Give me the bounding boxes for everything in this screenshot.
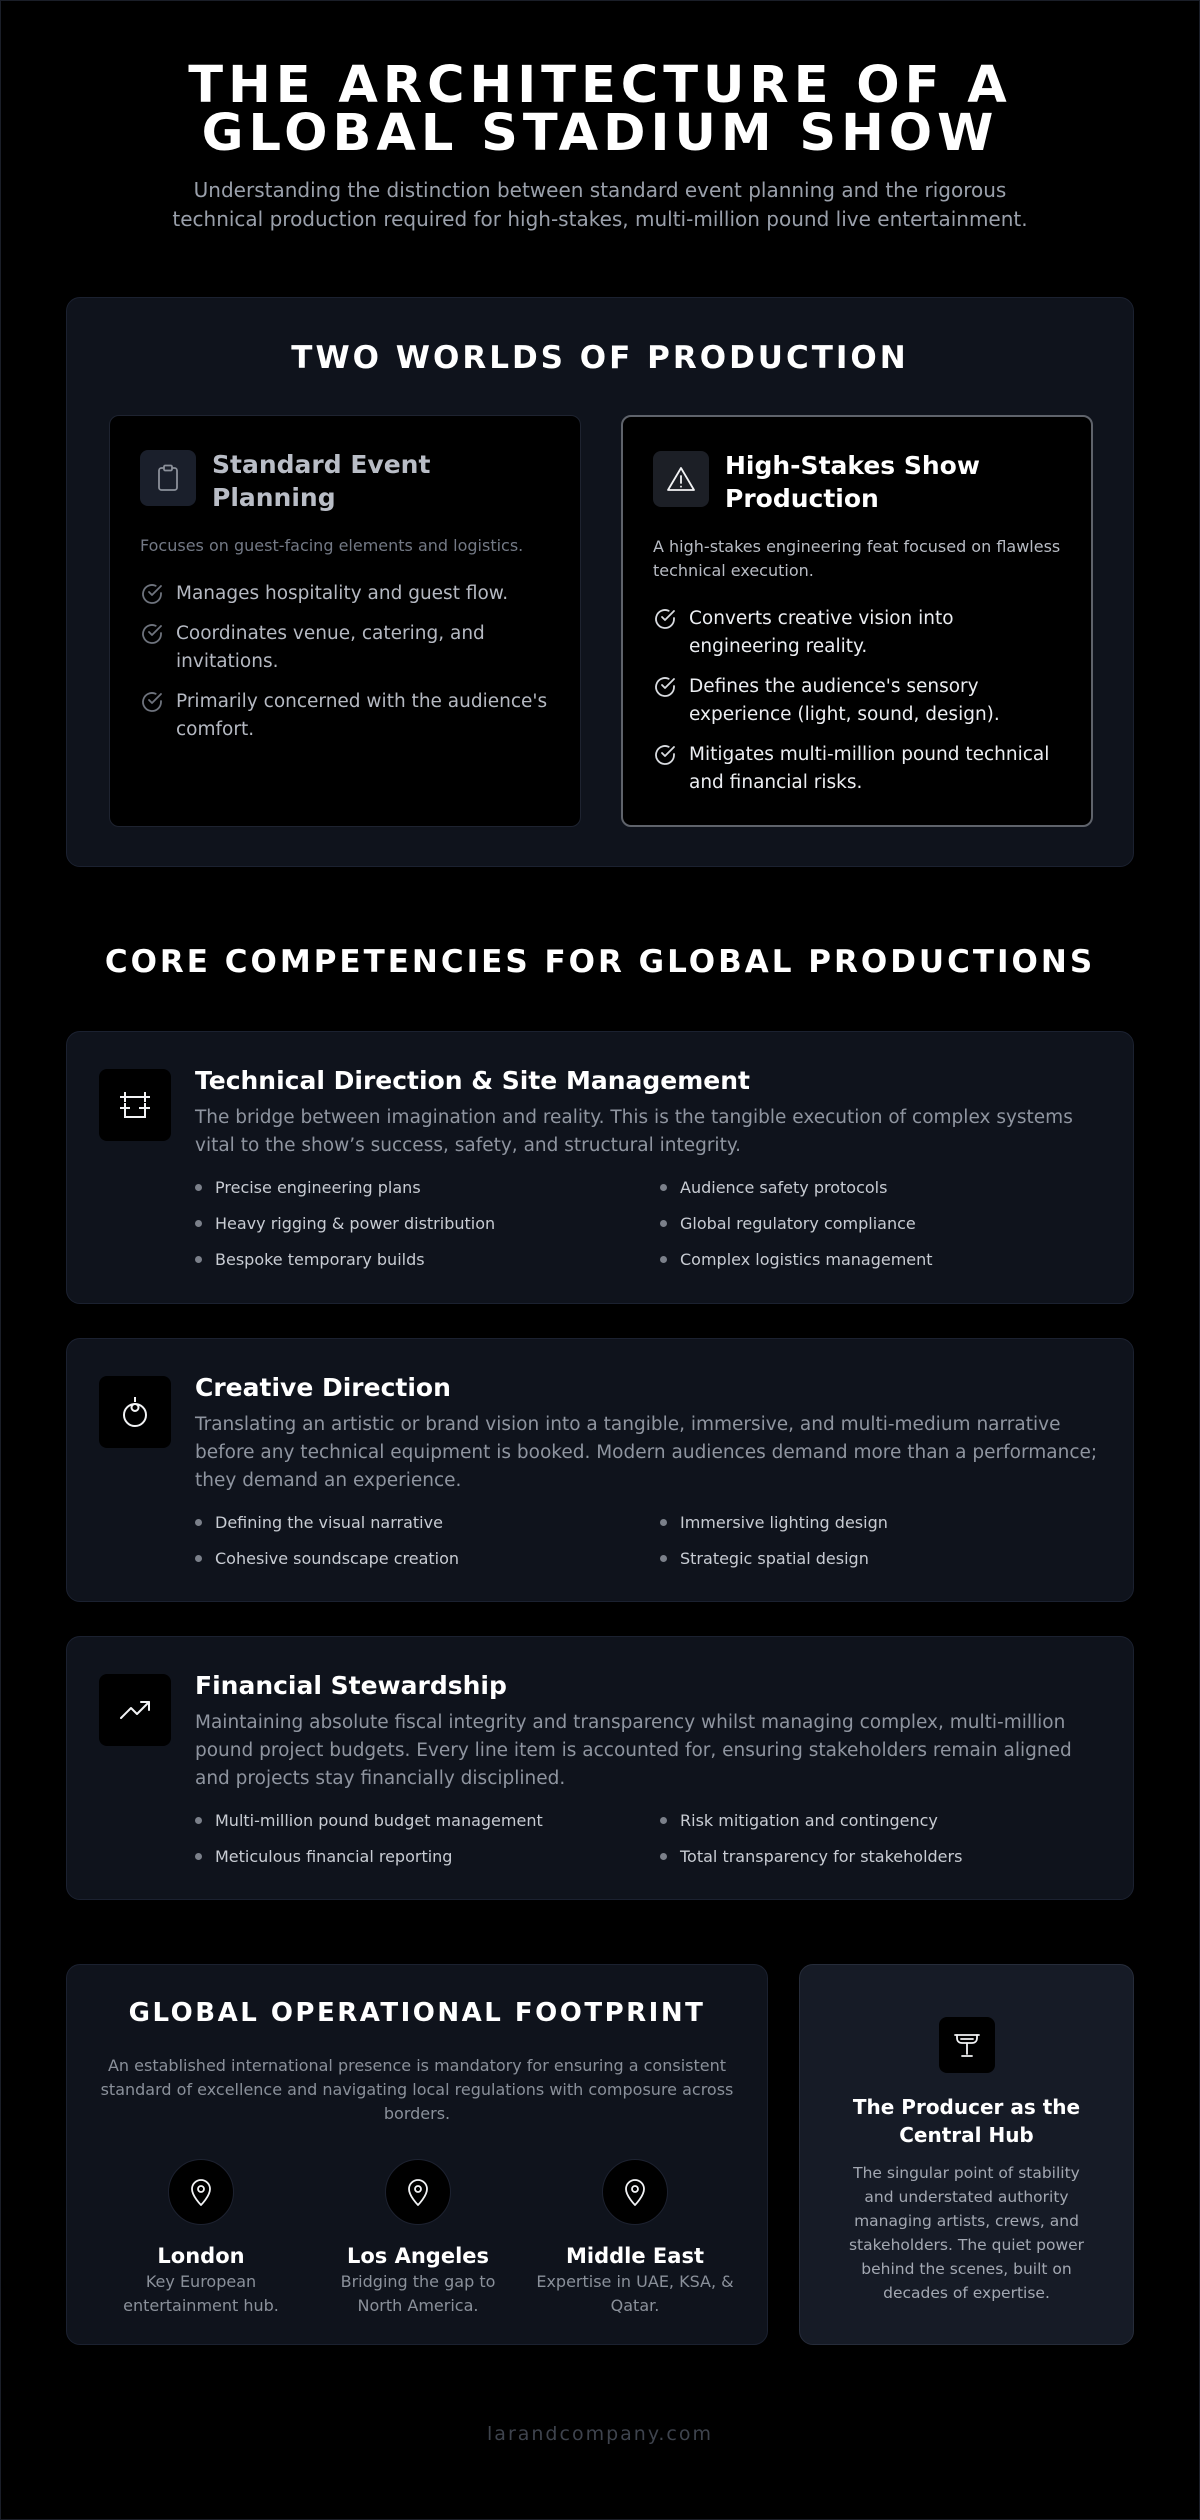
map-pin-icon	[168, 2159, 234, 2225]
bullet-item: Global regulatory compliance	[660, 1210, 1105, 1237]
location-middle-east	[527, 2159, 744, 2318]
producer-title: The Producer as the Central Hub	[852, 2095, 1081, 2147]
bullet-item: Defining the visual narrative	[195, 1509, 660, 1536]
check-circle-icon	[653, 605, 679, 633]
location-name: Middle East	[566, 2244, 704, 2268]
bullet-item: Strategic spatial design	[660, 1545, 1105, 1572]
standard-event-description: Focuses on guest-facing elements and logistics.	[140, 536, 524, 555]
bullet-item: Audience safety protocols	[660, 1174, 1105, 1201]
list-item	[653, 741, 1061, 797]
bullet-item: Meticulous financial reporting	[195, 1843, 660, 1870]
global-footprint-title: GLOBAL OPERATIONAL FOOTPRINT	[128, 1998, 706, 2028]
technical-direction-description: The bridge between imagination and reality. This is the tangible execution of complex systems vital to the show’s success, safety, and structural integrity.	[195, 1107, 1073, 1156]
map-pin-icon	[385, 2159, 451, 2225]
global-footprint-description: An established international presence is mandatory for ensuring a consistent standard of excellence and navigating local regulations with composure across borders.	[100, 2056, 734, 2123]
list-item-text: Mitigates multi-million pound technical and financial risks.	[689, 744, 1050, 793]
bullet-item: Bespoke temporary builds	[195, 1246, 660, 1273]
bullet-item: Risk mitigation and contingency	[660, 1807, 1105, 1834]
location-description: Expertise in UAE, KSA, & Qatar.	[536, 2272, 734, 2315]
technical-direction-bullets	[195, 1174, 1105, 1273]
global-footprint-panel	[66, 1964, 768, 2345]
list-item	[140, 688, 550, 744]
footer-website[interactable]: larandcompany.com	[487, 2423, 713, 2445]
financial-stewardship-title: Financial Stewardship	[195, 1671, 507, 1700]
standard-event-card	[109, 415, 581, 827]
blueprint-icon	[99, 1069, 171, 1141]
technical-direction-title: Technical Direction & Site Management	[195, 1066, 750, 1095]
clipboard-icon	[140, 450, 196, 506]
check-circle-icon	[140, 580, 166, 608]
location-los-angeles	[310, 2159, 527, 2318]
financial-stewardship-description: Maintaining absolute fiscal integrity and transparency whilst managing complex, multi-million pound project budgets. Every line item is accounted for, ensuring stakeholders remain aligned and projects stay financially disciplined.	[195, 1712, 1072, 1789]
bullet-item: Multi-million pound budget management	[195, 1807, 660, 1834]
list-item-text: Manages hospitality and guest flow.	[176, 583, 509, 604]
bullet-item: Cohesive soundscape creation	[195, 1545, 660, 1572]
financial-stewardship-card	[66, 1636, 1134, 1900]
bullet-item: Immersive lighting design	[660, 1509, 1105, 1536]
locations-list	[67, 2159, 769, 2318]
list-item-text: Primarily concerned with the audience's comfort.	[176, 691, 548, 740]
core-competencies-title: CORE COMPETENCIES FOR GLOBAL PRODUCTIONS	[104, 944, 1096, 980]
page-subtitle: Understanding the distinction between standard event planning and the rigorous technical production required for high-stakes, multi-million pound live entertainment.	[172, 178, 1028, 231]
high-stakes-title: High-Stakes Show Production	[725, 451, 980, 513]
check-circle-icon	[653, 673, 679, 701]
high-stakes-card	[621, 415, 1093, 827]
list-item	[140, 620, 550, 676]
location-description: Key European entertainment hub.	[123, 2272, 279, 2315]
creative-direction-title: Creative Direction	[195, 1373, 451, 1402]
location-london	[93, 2159, 310, 2318]
creative-direction-description: Translating an artistic or brand vision into a tangible, immersive, and multi-medium narrative before any technical equipment is booked. Modern audiences demand more than a performance; they demand an experience.	[195, 1414, 1098, 1491]
list-item	[653, 605, 1061, 661]
two-worlds-title: TWO WORLDS OF PRODUCTION	[291, 340, 909, 376]
warning-icon	[653, 451, 709, 507]
location-name: London	[157, 2244, 245, 2268]
high-stakes-list	[653, 605, 1061, 797]
list-item-text: Defines the audience's sensory experience (light, sound, design).	[689, 676, 1000, 725]
bullet-item: Total transparency for stakeholders	[660, 1843, 1105, 1870]
location-name: Los Angeles	[346, 2244, 490, 2268]
producer-description: The singular point of stability and understated authority managing artists, crews, and stakeholders. The quiet power behind the scenes, built on decades of expertise.	[848, 2164, 1085, 2302]
producer-hub-card	[799, 1964, 1134, 2345]
creative-direction-bullets	[195, 1509, 1105, 1572]
location-description: Bridging the gap to North America.	[340, 2272, 496, 2315]
page-header	[0, 56, 1200, 234]
standard-event-list	[140, 580, 550, 744]
check-circle-icon	[140, 620, 166, 648]
technical-direction-card	[66, 1031, 1134, 1304]
creative-direction-card	[66, 1338, 1134, 1602]
list-item-text: Converts creative vision into engineering reality.	[689, 608, 954, 657]
check-circle-icon	[140, 688, 166, 716]
list-item	[140, 580, 550, 608]
list-item-text: Coordinates venue, catering, and invitations.	[176, 623, 485, 672]
podium-icon	[939, 2017, 995, 2073]
two-worlds-panel	[66, 297, 1134, 867]
check-circle-icon	[653, 741, 679, 769]
financial-stewardship-bullets	[195, 1807, 1105, 1870]
map-pin-icon	[602, 2159, 668, 2225]
list-item	[653, 673, 1061, 729]
palette-icon	[99, 1376, 171, 1448]
bullet-item: Precise engineering plans	[195, 1174, 660, 1201]
bullet-item: Heavy rigging & power distribution	[195, 1210, 660, 1237]
page-title: THE ARCHITECTURE OF A GLOBAL STADIUM SHOW	[188, 56, 1012, 163]
bullet-item: Complex logistics management	[660, 1246, 1105, 1273]
high-stakes-description: A high-stakes engineering feat focused on flawless technical execution.	[653, 537, 1061, 580]
trending-up-icon	[99, 1674, 171, 1746]
standard-event-title: Standard Event Planning	[212, 450, 431, 512]
